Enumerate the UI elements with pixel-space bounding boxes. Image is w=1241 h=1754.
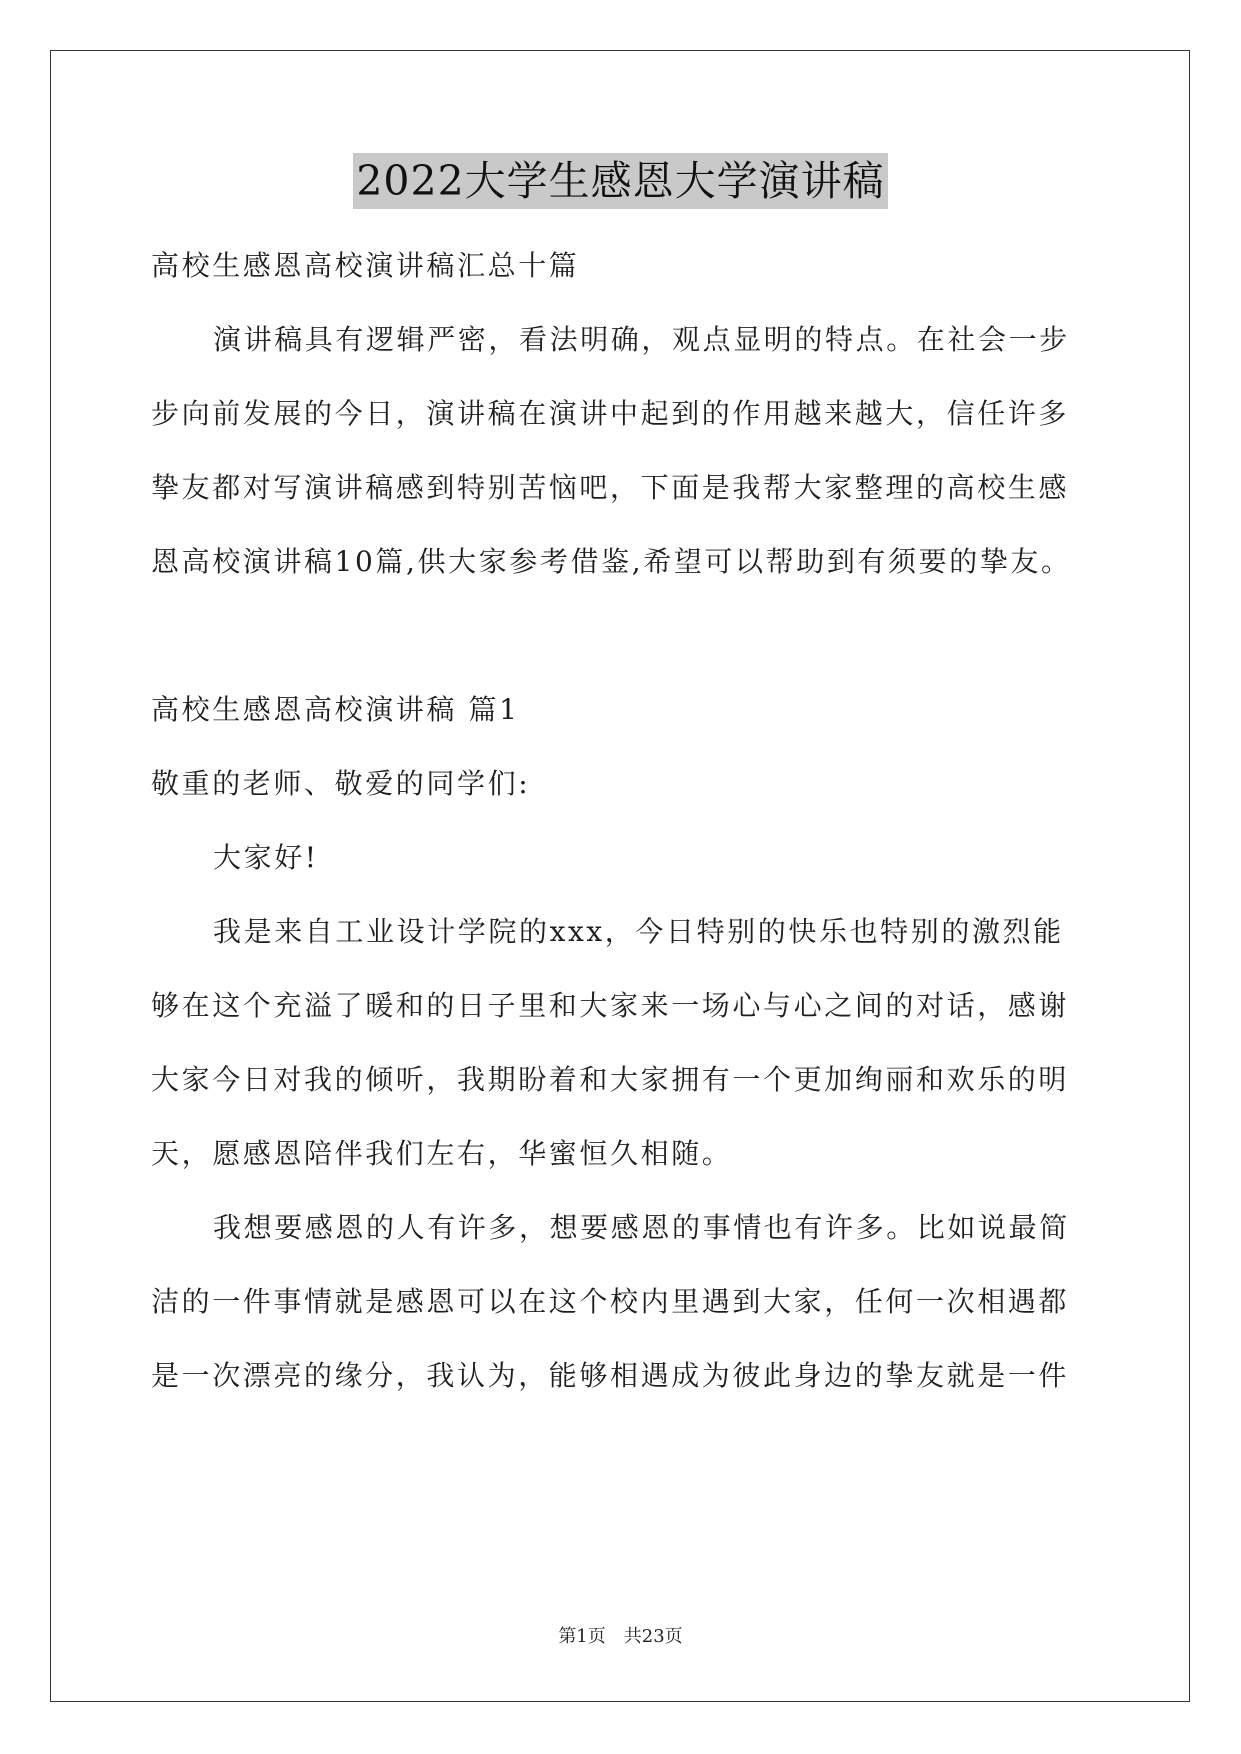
intro-line-2: 步向前发展的今日，演讲稿在演讲中起到的作用越来越大，信任许多 xyxy=(151,397,1070,430)
paragraph1-line-1: 我是来自工业设计学院的xxx，今日特别的快乐也特别的激烈能 xyxy=(213,915,1064,948)
section-heading: 高校生感恩高校演讲稿 篇1 xyxy=(151,693,520,726)
intro-line-3: 挚友都对写演讲稿感到特别苦恼吧，下面是我帮大家整理的高校生感 xyxy=(151,471,1070,504)
salutation: 敬重的老师、敬爱的同学们: xyxy=(151,767,531,800)
title-container xyxy=(0,153,1241,209)
paragraph1-line-3: 大家今日对我的倾听，我期盼着和大家拥有一个更加绚丽和欢乐的明 xyxy=(151,1063,1070,1096)
intro-line-4: 恩高校演讲稿10篇,供大家参考借鉴,希望可以帮助到有须要的挚友。 xyxy=(151,545,1072,578)
intro-line-1: 演讲稿具有逻辑严密，看法明确，观点显明的特点。在社会一步 xyxy=(213,323,1070,356)
paragraph2-line-2: 洁的一件事情就是感恩可以在这个校内里遇到大家，任何一次相遇都 xyxy=(151,1285,1070,1318)
paragraph2-line-3: 是一次漂亮的缘分，我认为，能够相遇成为彼此身边的挚友就是一件 xyxy=(151,1359,1070,1392)
document-title: 2022大学生感恩大学演讲稿 xyxy=(353,153,887,209)
paragraph1-line-4: 天，愿感恩陪伴我们左右，华蜜恒久相随。 xyxy=(151,1137,733,1170)
greeting: 大家好! xyxy=(213,841,319,874)
paragraph1-line-2: 够在这个充溢了暖和的日子里和大家来一场心与心之间的对话，感谢 xyxy=(151,989,1070,1022)
page-number-footer: 第1页 共23页 xyxy=(558,1626,683,1647)
document-subtitle: 高校生感恩高校演讲稿汇总十篇 xyxy=(151,249,580,282)
paragraph2-line-1: 我想要感恩的人有许多，想要感恩的事情也有许多。比如说最简 xyxy=(213,1211,1070,1244)
